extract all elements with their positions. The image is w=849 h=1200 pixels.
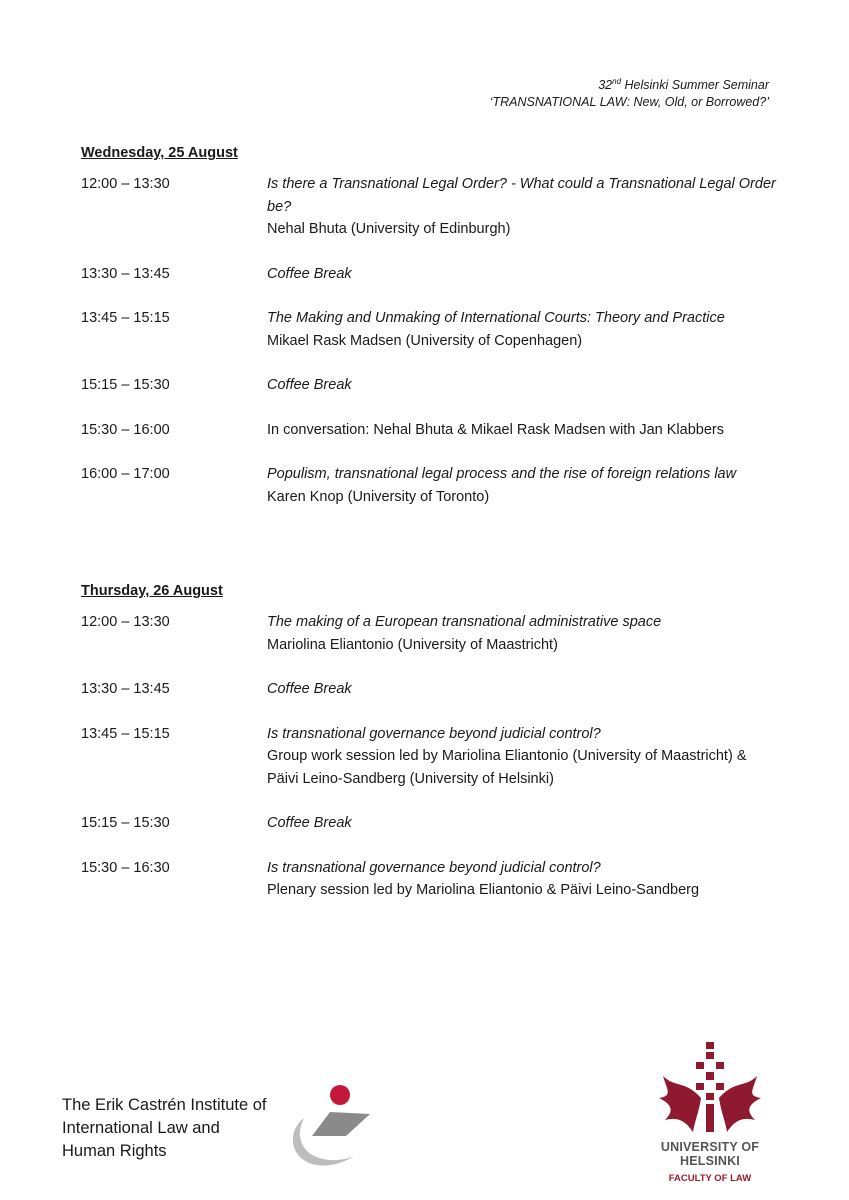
session-detail: Karen Knop (University of Toronto) (267, 488, 490, 505)
seminar-header (490, 73, 769, 111)
institute-name: The Erik Castrén Institute of International Law and Human Rights (62, 1096, 267, 1160)
session-row (81, 263, 781, 286)
session-time: 15:15 – 15:30 (81, 815, 170, 831)
session-title: Coffee Break (267, 681, 352, 697)
session-row (81, 678, 781, 701)
session-title: Coffee Break (267, 377, 352, 393)
seminar-name: 32nd Helsinki Summer Seminar (598, 77, 769, 93)
session-row (81, 857, 781, 902)
session-title: Coffee Break (267, 815, 352, 831)
session-detail: Plenary session led by Mariolina Eliantonio & Päivi Leino-Sandberg (267, 882, 700, 898)
session-title: The making of a European transnational administrative space (267, 614, 662, 630)
session-detail: Mariolina Eliantonio (University of Maastricht) (267, 636, 558, 653)
session-row (81, 723, 781, 791)
session-title: Is there a Transnational Legal Order? - What could a Transnational Legal Order be? (267, 176, 776, 215)
session-detail: Group work session led by Mariolina Eliantonio (University of Maastricht) & Päivi Leino-Sandberg (University of Helsinki) (267, 748, 747, 787)
session-row (81, 173, 781, 241)
university-name: UNIVERSITY OF HELSINKI (660, 1140, 760, 1168)
session-time: 13:30 – 13:45 (81, 265, 170, 282)
day-title: Thursday, 26 August (81, 583, 223, 599)
day-title: Wednesday, 25 August (81, 145, 238, 161)
session-time: 13:45 – 15:15 (81, 725, 170, 742)
session-title: Coffee Break (267, 265, 352, 282)
session-title: Is transnational governance beyond judicial control? (267, 859, 601, 876)
session-row (81, 611, 781, 656)
session-detail: In conversation: Nehal Bhuta & Mikael Rask Madsen with Jan Klabbers (267, 421, 724, 438)
university-logo (630, 1040, 790, 1184)
session-row (81, 812, 781, 835)
session-detail: Nehal Bhuta (University of Edinburgh) (267, 221, 511, 237)
session-row (81, 419, 781, 442)
faculty-name: FACULTY OF LAW (668, 1173, 752, 1184)
institute-logo-icon (286, 1078, 370, 1177)
session-time: 15:30 – 16:00 (81, 421, 170, 438)
session-title: The Making and Unmaking of International Courts: Theory and Practice (267, 310, 725, 326)
session-title: Populism, transnational legal process and the rise of foreign relations law (267, 466, 737, 482)
day-wednesday (81, 145, 781, 530)
session-row (81, 463, 781, 508)
session-time: 12:00 – 13:30 (81, 176, 170, 192)
session-time: 15:30 – 16:30 (81, 859, 170, 876)
session-time: 15:15 – 15:30 (81, 377, 170, 393)
university-flame-icon (655, 1040, 765, 1135)
seminar-theme: ‘TRANSNATIONAL LAW: New, Old, or Borrowed?’ (489, 95, 769, 110)
session-time: 16:00 – 17:00 (81, 466, 170, 482)
session-row (81, 374, 781, 397)
session-time: 13:30 – 13:45 (81, 681, 170, 697)
session-detail: Mikael Rask Madsen (University of Copenhagen) (267, 332, 583, 349)
day-thursday (81, 583, 781, 924)
session-title: Is transnational governance beyond judicial control? (267, 725, 601, 742)
session-time: 12:00 – 13:30 (81, 614, 170, 630)
session-time: 13:45 – 15:15 (81, 310, 170, 326)
session-row (81, 307, 781, 352)
